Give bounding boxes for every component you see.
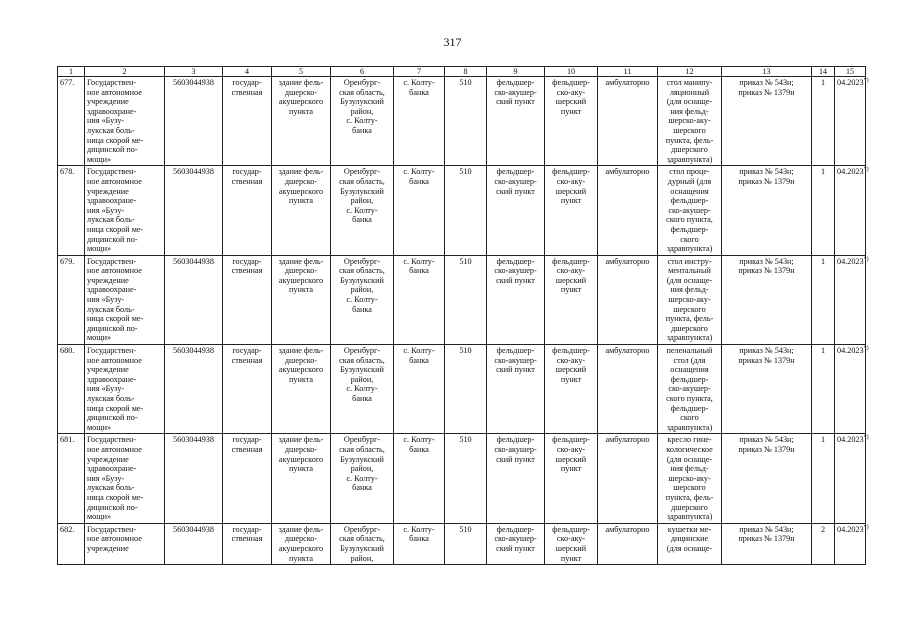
locality-text: с. Колту- банка (403, 167, 435, 186)
care-form (598, 255, 658, 344)
orders-text: приказ № 543н; приказ № 1379н (738, 435, 795, 454)
date (835, 434, 869, 523)
care-form-text: амбулаторно (605, 167, 650, 177)
facility-type-2 (545, 166, 598, 255)
facility-type-2-text: фельдшер- ско-аку- шерский пункт (552, 78, 590, 116)
organization-name (85, 434, 165, 523)
column-number: 8 (445, 67, 487, 77)
care-form-text: амбулаторно (605, 435, 650, 445)
code (445, 255, 487, 344)
code (445, 345, 487, 434)
equipment (658, 166, 722, 255)
quantity (812, 166, 835, 255)
inn-code-text: 5603044938 (173, 167, 214, 177)
equipment-text: стол манипу- ляционный (для оснаще- ния фельд- шерско-аку- шерского пункта, фель- дшерского здравпункта) (665, 78, 714, 164)
date-text: 04.2023 (837, 256, 864, 266)
address (331, 166, 394, 255)
facility-type-text: фельдшер- ско-акушер- ский пункт (494, 167, 537, 196)
ownership-form (223, 255, 272, 344)
organization-name-text: Государствен- ное автономное учреждение здравоохране- ния «Бузу- лукская боль- ница скорой ме- дицинской по- мощи» (87, 167, 144, 254)
footnote-mark: *) (863, 434, 869, 441)
address (331, 345, 394, 434)
inn-code (165, 523, 223, 564)
column-number: 12 (658, 67, 722, 77)
row-number-text: 679. (60, 256, 75, 266)
table-row (58, 345, 866, 434)
organization-name-text: Государствен- ное автономное учреждение здравоохране- ния «Бузу- лукская боль- ница скорой ме- дицинской по- мощи» (87, 78, 144, 164)
care-form (598, 345, 658, 434)
facility-type-2-text: фельдшер- ско-аку- шерский пункт (552, 435, 590, 474)
inn-code-text: 5603044938 (173, 256, 214, 266)
building-type (272, 345, 331, 434)
building-type-text: здание фель- дшерско- акушерского пункта (278, 256, 324, 295)
care-form-text: амбулаторно (605, 78, 650, 87)
building-type (272, 255, 331, 344)
inn-code (165, 255, 223, 344)
facility-type-2-text: фельдшер- ско-аку- шерский пункт (552, 346, 590, 384)
facility-type-text: фельдшер- ско-акушер- ский пункт (494, 256, 537, 285)
code (445, 523, 487, 564)
equipment (658, 345, 722, 434)
row-number (58, 166, 85, 255)
orders (722, 434, 812, 523)
building-type-text: здание фель- дшерско- акушерского пункта (278, 167, 324, 206)
facility-type (487, 434, 545, 523)
column-number: 13 (722, 67, 812, 77)
orders (722, 77, 812, 166)
date-text: 04.2023 (837, 524, 864, 534)
facility-type (487, 166, 545, 255)
quantity (812, 523, 835, 564)
organization-name (85, 166, 165, 255)
facility-type-2-text: фельдшер- ско-аку- шерский пункт (552, 256, 590, 295)
ownership-form (223, 77, 272, 166)
equipment-text: стол инстру- ментальный (для оснаще- ния фельд- шерско-аку- шерского пункта, фель- дшерского здравпункта) (665, 256, 714, 343)
building-type-text: здание фель- дшерско- акушерского пункта (278, 346, 324, 384)
row-number (58, 523, 85, 564)
orders-text: приказ № 543н; приказ № 1379н (738, 524, 795, 544)
locality (394, 77, 445, 166)
orders (722, 255, 812, 344)
ownership-form-text: государ- ственная (231, 256, 263, 276)
column-number: 11 (598, 67, 658, 77)
locality (394, 434, 445, 523)
building-type (272, 166, 331, 255)
date-text: 04.2023 (837, 167, 864, 177)
date (835, 523, 869, 564)
date-text: 04.2023 (837, 435, 864, 445)
code-text: 510 (459, 78, 472, 87)
orders-text: приказ № 543н; приказ № 1379н (738, 256, 795, 276)
column-number: 4 (223, 67, 272, 77)
row-number (58, 77, 85, 166)
address (331, 77, 394, 166)
row-number (58, 255, 85, 344)
locality-text: с. Колту- банка (403, 435, 435, 454)
building-type-text: здание фель- дшерско- акушерского пункта (278, 78, 324, 116)
facility-type-text: фельдшер- ско-акушер- ский пункт (494, 524, 537, 553)
locality (394, 255, 445, 344)
column-number: 14 (812, 67, 835, 77)
row-number-text: 678. (60, 167, 75, 177)
ownership-form (223, 166, 272, 255)
facility-type-text: фельдшер- ско-акушер- ский пункт (494, 78, 537, 107)
code (445, 77, 487, 166)
date (835, 255, 869, 344)
row-number-text: 680. (60, 346, 75, 356)
column-number: 15 (835, 67, 866, 77)
column-number: 1 (58, 67, 85, 77)
ownership-form-text: государ- ственная (231, 167, 263, 186)
organization-name-text: Государствен- ное автономное учреждение здравоохране- ния «Бузу- лукская боль- ница скорой ме- дицинской по- мощи» (87, 346, 144, 432)
footnote-mark: *) (863, 77, 869, 84)
care-form (598, 77, 658, 166)
orders (722, 523, 812, 564)
inn-code (165, 77, 223, 166)
quantity (812, 77, 835, 166)
quantity-text: 1 (820, 256, 826, 266)
footnote-mark: *) (863, 255, 869, 262)
date (835, 345, 869, 434)
locality-text: с. Колту- банка (403, 524, 435, 544)
table-row (58, 434, 866, 523)
ownership-form-text: государ- ственная (231, 435, 263, 454)
inn-code (165, 166, 223, 255)
inn-code-text: 5603044938 (173, 346, 214, 356)
orders-text: приказ № 543н; приказ № 1379н (738, 78, 795, 97)
inn-code-text: 5603044938 (173, 78, 214, 87)
building-type (272, 77, 331, 166)
code-text: 510 (459, 435, 472, 445)
orders (722, 345, 812, 434)
orders (722, 166, 812, 255)
ownership-form-text: государ- ственная (231, 78, 263, 97)
inn-code-text: 5603044938 (173, 524, 214, 534)
address-text: Оренбург- ская область, Бузулукский район, (339, 524, 385, 563)
ownership-form-text: государ- ственная (231, 524, 263, 544)
date (835, 166, 869, 255)
quantity-text: 2 (820, 524, 826, 534)
table-row (58, 523, 866, 564)
equipment-text: пеленальный стол (для оснащения фельдшер- ско-акушер- ского пункта, фельдшер- ского здравпункта) (666, 346, 713, 432)
equipment (658, 255, 722, 344)
care-form (598, 166, 658, 255)
footnote-mark: *) (863, 523, 869, 530)
quantity-text: 1 (820, 78, 826, 87)
row-number-text: 682. (60, 524, 75, 534)
locality-text: с. Колту- банка (403, 346, 435, 365)
table-row (58, 77, 866, 166)
building-type-text: здание фель- дшерско- акушерского пункта (278, 435, 324, 474)
building-type-text: здание фель- дшерско- акушерского пункта (278, 524, 324, 563)
orders-text: приказ № 543н; приказ № 1379н (738, 346, 795, 365)
column-number: 7 (394, 67, 445, 77)
organization-name (85, 345, 165, 434)
quantity-text: 1 (820, 346, 826, 356)
column-number-row (58, 67, 866, 77)
equipment (658, 77, 722, 166)
page-number: 317 (443, 35, 462, 49)
facility-type-2 (545, 434, 598, 523)
equipment-text: стол проце- дурный (для оснащения фельдшер- ско-акушер- ского пункта, фельдшер- ского здравпункта) (666, 167, 713, 254)
code (445, 166, 487, 255)
column-number: 2 (85, 67, 165, 77)
column-number: 3 (165, 67, 223, 77)
care-form-text: амбулаторно (605, 524, 650, 534)
code (445, 434, 487, 523)
facility-type-2-text: фельдшер- ско-аку- шерский пункт (552, 167, 590, 206)
care-form (598, 523, 658, 564)
organization-name (85, 523, 165, 564)
care-form-text: амбулаторно (605, 256, 650, 266)
code-text: 510 (459, 167, 472, 177)
address (331, 523, 394, 564)
facility-type-2 (545, 345, 598, 434)
inn-code-text: 5603044938 (173, 435, 214, 445)
facility-type-2-text: фельдшер- ско-аку- шерский пункт (552, 524, 590, 563)
locality-text: с. Колту- банка (403, 78, 435, 97)
row-number-text: 677. (60, 78, 75, 87)
organization-name (85, 255, 165, 344)
care-form (598, 434, 658, 523)
quantity-text: 1 (820, 435, 826, 445)
column-number: 10 (545, 67, 598, 77)
facility-type-text: фельдшер- ско-акушер- ский пункт (494, 346, 537, 375)
address (331, 255, 394, 344)
equipment-text: кресло гине- кологическое (для оснаще- ния фельд- шерско-аку- шерского пункта, фель- дшерского здравпункта) (665, 435, 714, 522)
column-number: 5 (272, 67, 331, 77)
orders-text: приказ № 543н; приказ № 1379н (738, 167, 795, 186)
code-text: 510 (459, 524, 472, 534)
locality (394, 345, 445, 434)
building-type (272, 523, 331, 564)
equipment (658, 434, 722, 523)
quantity (812, 255, 835, 344)
footnote-mark: *) (863, 166, 869, 173)
facility-type (487, 345, 545, 434)
address-text: Оренбург- ская область, Бузулукский район, с. Колту- банка (339, 256, 385, 314)
locality (394, 166, 445, 255)
column-number: 6 (331, 67, 394, 77)
building-type (272, 434, 331, 523)
code-text: 510 (459, 256, 472, 266)
row-number-text: 681. (60, 435, 75, 445)
row-number (58, 345, 85, 434)
address (331, 434, 394, 523)
care-form-text: амбулаторно (605, 346, 650, 356)
address-text: Оренбург- ская область, Бузулукский район, с. Колту- банка (339, 346, 385, 403)
quantity-text: 1 (820, 167, 826, 177)
organization-name-text: Государствен- ное автономное учреждение (87, 524, 142, 553)
facility-type (487, 255, 545, 344)
inn-code (165, 345, 223, 434)
facility-type-2 (545, 77, 598, 166)
address-text: Оренбург- ская область, Бузулукский район, с. Колту- банка (339, 167, 385, 225)
equipment (658, 523, 722, 564)
ownership-form-text: государ- ственная (231, 346, 263, 365)
ownership-form (223, 523, 272, 564)
facility-type (487, 77, 545, 166)
date-text: 04.2023 (837, 78, 864, 87)
organization-name (85, 77, 165, 166)
organization-name-text: Государствен- ное автономное учреждение здравоохране- ния «Бузу- лукская боль- ница скорой ме- дицинской по- мощи» (87, 256, 144, 343)
equipment-text: кушетки ме- дицинские (для оснаще- (666, 524, 713, 553)
date-text: 04.2023 (837, 346, 864, 356)
footnote-mark: *) (863, 345, 869, 352)
table-row (58, 166, 866, 255)
table-row (58, 255, 866, 344)
locality (394, 523, 445, 564)
column-number: 9 (487, 67, 545, 77)
registry-table (57, 66, 869, 565)
locality-text: с. Колту- банка (403, 256, 435, 276)
quantity (812, 434, 835, 523)
facility-type-2 (545, 255, 598, 344)
address-text: Оренбург- ская область, Бузулукский район, с. Колту- банка (339, 435, 385, 493)
facility-type-2 (545, 523, 598, 564)
organization-name-text: Государствен- ное автономное учреждение здравоохране- ния «Бузу- лукская боль- ница скорой ме- дицинской по- мощи» (87, 435, 144, 522)
ownership-form (223, 345, 272, 434)
ownership-form (223, 434, 272, 523)
address-text: Оренбург- ская область, Бузулукский район, с. Колту- банка (339, 78, 385, 135)
table-body (58, 67, 869, 565)
row-number (58, 434, 85, 523)
inn-code (165, 434, 223, 523)
facility-type (487, 523, 545, 564)
date (835, 77, 869, 166)
code-text: 510 (459, 346, 472, 356)
quantity (812, 345, 835, 434)
facility-type-text: фельдшер- ско-акушер- ский пункт (494, 435, 537, 464)
